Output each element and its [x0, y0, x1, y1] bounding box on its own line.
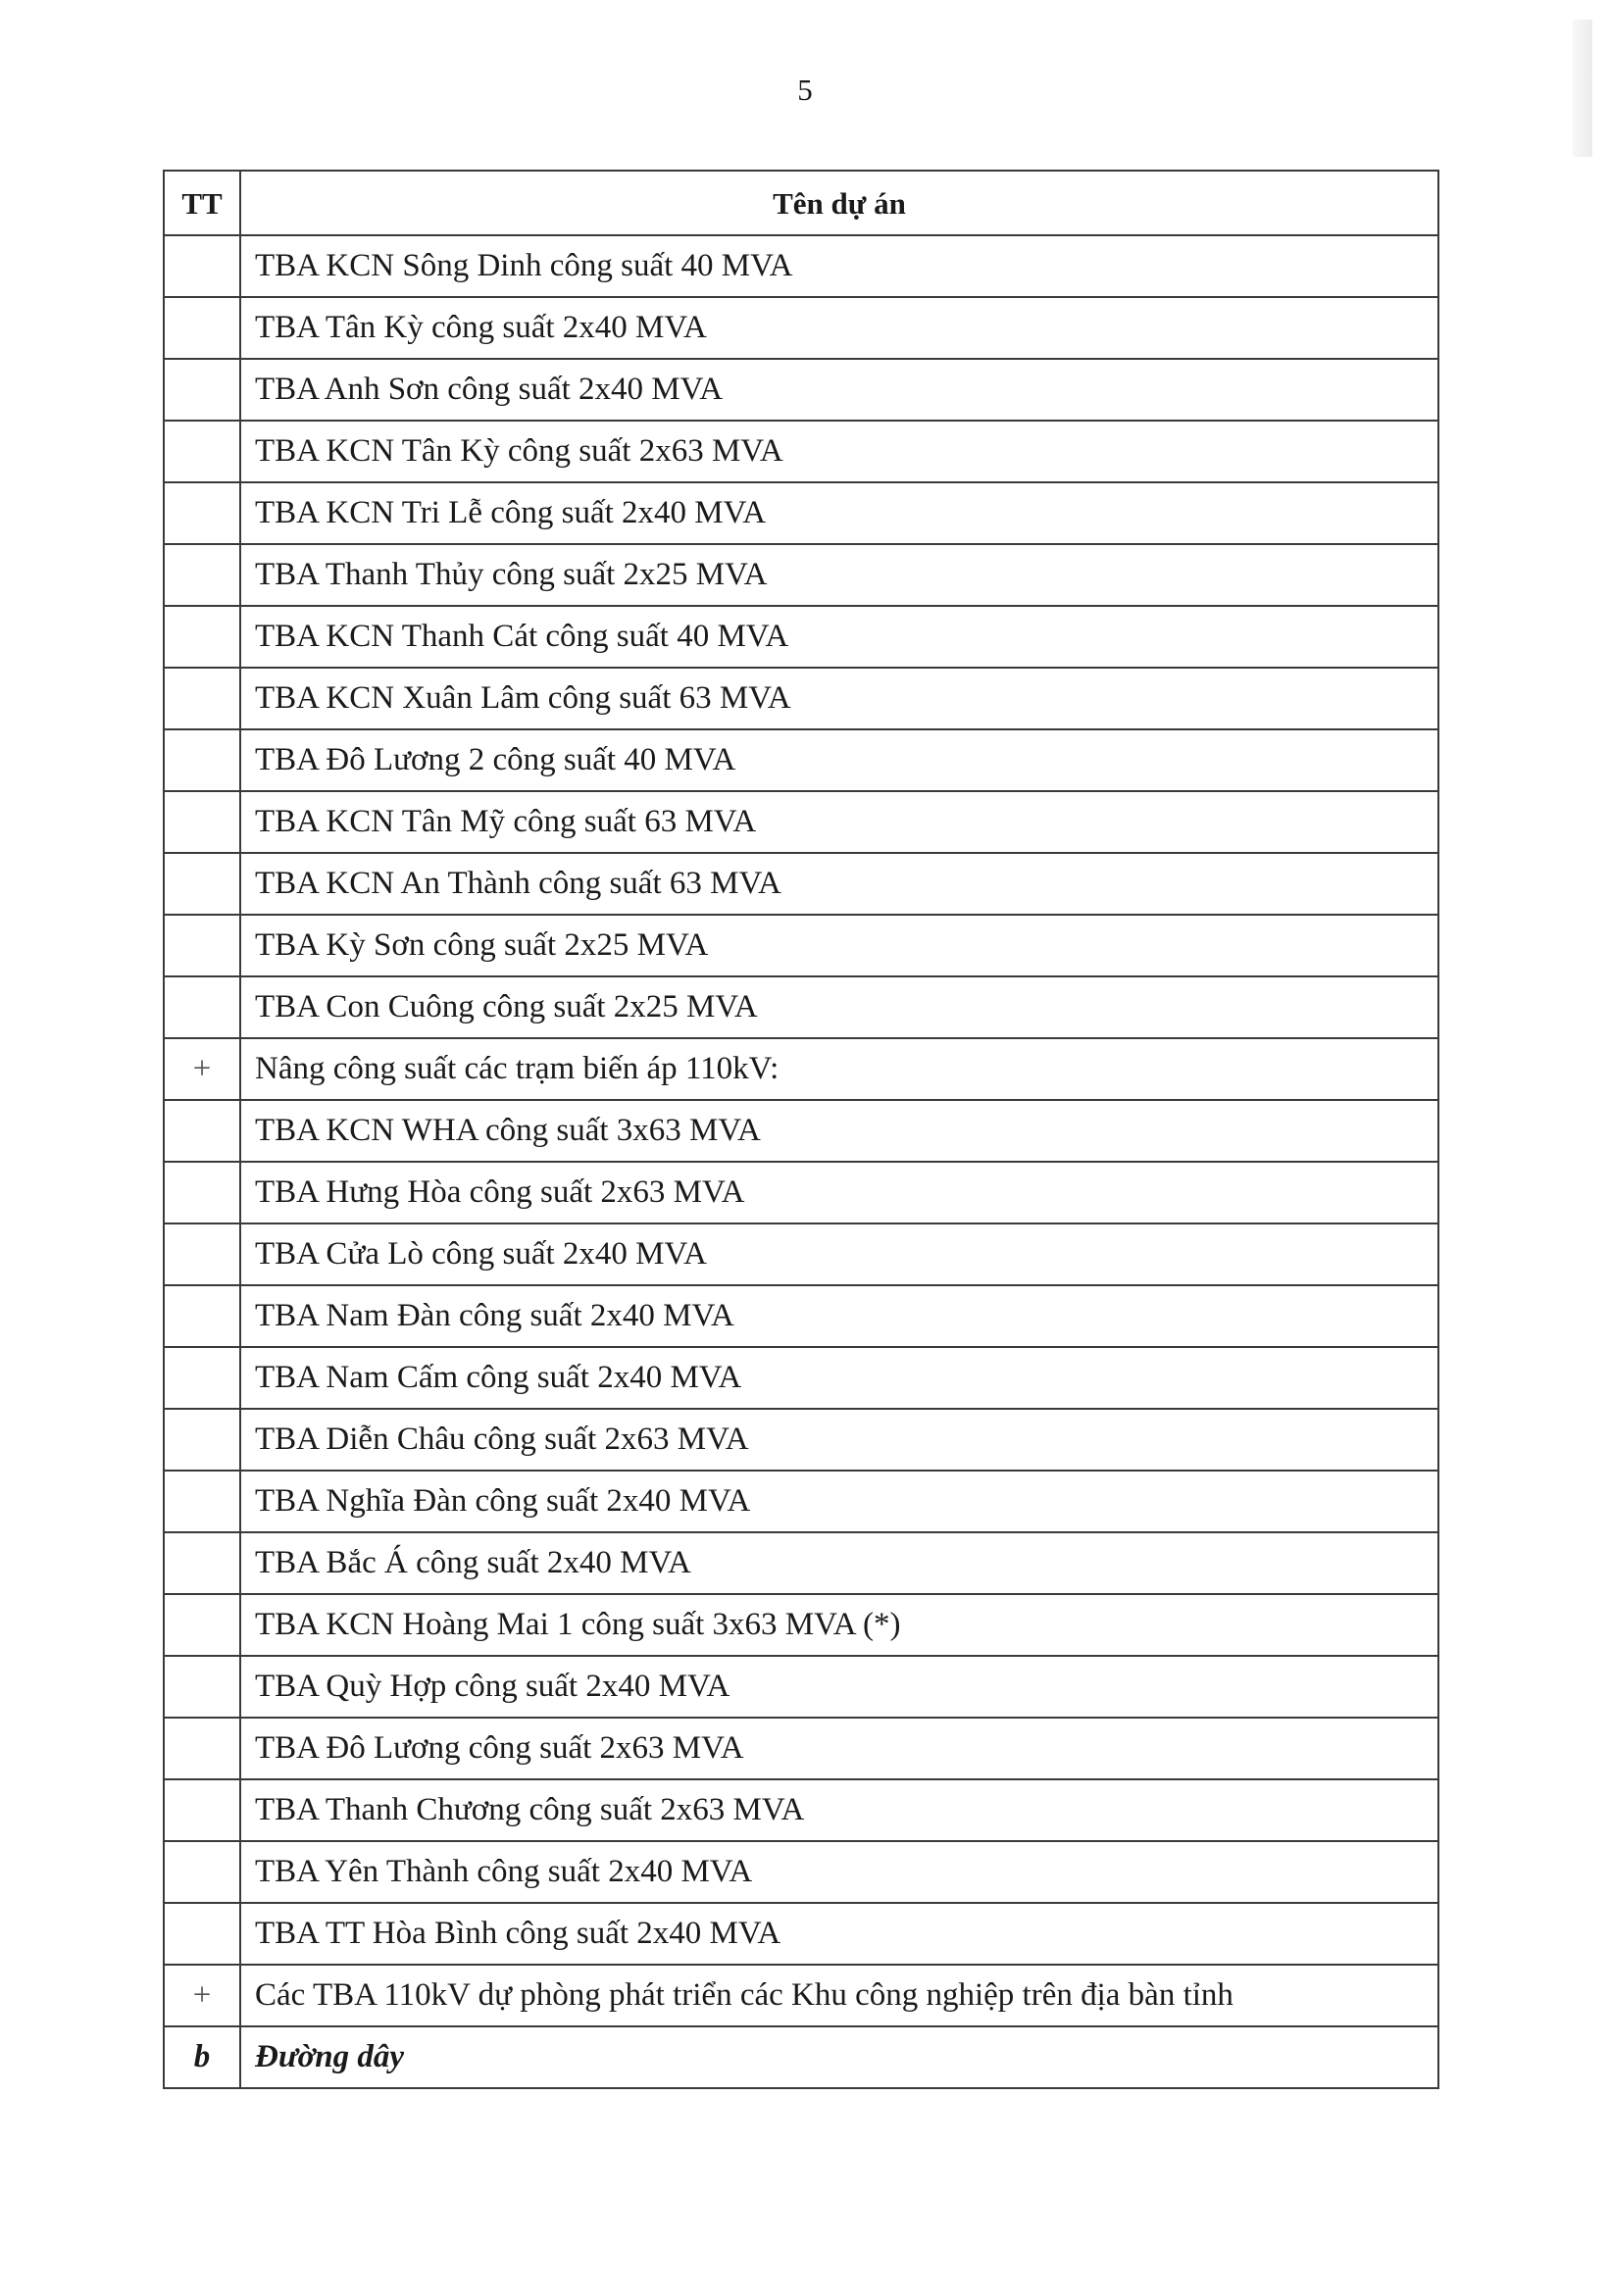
row-tt-cell — [164, 421, 240, 482]
row-project-name-cell: TBA Nam Đàn công suất 2x40 MVA — [240, 1285, 1438, 1347]
table-row — [164, 976, 1438, 1038]
table-body — [164, 235, 1438, 2088]
table-row — [164, 482, 1438, 544]
table-row — [164, 729, 1438, 791]
table-row — [164, 1038, 1438, 1100]
row-tt-cell — [164, 1100, 240, 1162]
row-project-name-cell: TBA KCN Tân Kỳ công suất 2x63 MVA — [240, 421, 1438, 482]
table-row — [164, 2026, 1438, 2088]
row-project-name-cell: TBA KCN Thanh Cát công suất 40 MVA — [240, 606, 1438, 668]
table-row — [164, 1965, 1438, 2026]
table-row — [164, 1718, 1438, 1779]
table-row — [164, 235, 1438, 297]
table-row — [164, 1779, 1438, 1841]
row-tt-cell — [164, 1162, 240, 1223]
row-tt-cell — [164, 1285, 240, 1347]
table-row — [164, 297, 1438, 359]
row-tt-cell — [164, 606, 240, 668]
row-tt-cell — [164, 1779, 240, 1841]
row-tt-cell — [164, 976, 240, 1038]
row-tt-cell — [164, 853, 240, 915]
row-project-name-cell: TBA Yên Thành công suất 2x40 MVA — [240, 1841, 1438, 1903]
row-tt-cell: + — [164, 1038, 240, 1100]
table-row — [164, 1409, 1438, 1471]
row-project-name-cell: Các TBA 110kV dự phòng phát triển các Khu công nghiệp trên địa bàn tỉnh — [240, 1965, 1438, 2026]
row-project-name-cell: TBA Diễn Châu công suất 2x63 MVA — [240, 1409, 1438, 1471]
row-tt-cell — [164, 1841, 240, 1903]
row-tt-cell — [164, 1594, 240, 1656]
row-project-name-cell: TBA TT Hòa Bình công suất 2x40 MVA — [240, 1903, 1438, 1965]
row-tt-cell — [164, 1409, 240, 1471]
row-project-name-cell: TBA KCN Hoàng Mai 1 công suất 3x63 MVA (*) — [240, 1594, 1438, 1656]
row-project-name-cell: TBA Đô Lương công suất 2x63 MVA — [240, 1718, 1438, 1779]
row-tt-cell — [164, 1718, 240, 1779]
row-project-name-cell: TBA KCN Tri Lễ công suất 2x40 MVA — [240, 482, 1438, 544]
row-tt-cell — [164, 482, 240, 544]
row-tt-cell — [164, 544, 240, 606]
row-project-name-cell: TBA Bắc Á công suất 2x40 MVA — [240, 1532, 1438, 1594]
row-tt-cell: + — [164, 1965, 240, 2026]
table-row — [164, 421, 1438, 482]
row-tt-cell — [164, 1903, 240, 1965]
row-tt-cell — [164, 668, 240, 729]
row-tt-cell — [164, 235, 240, 297]
row-project-name-cell: TBA KCN Sông Dinh công suất 40 MVA — [240, 235, 1438, 297]
row-project-name-cell: TBA Con Cuông công suất 2x25 MVA — [240, 976, 1438, 1038]
header-tt: TT — [164, 171, 240, 235]
row-tt-cell — [164, 297, 240, 359]
row-project-name-cell: TBA KCN Xuân Lâm công suất 63 MVA — [240, 668, 1438, 729]
table-row — [164, 1162, 1438, 1223]
row-project-name-cell: TBA KCN Tân Mỹ công suất 63 MVA — [240, 791, 1438, 853]
table-row — [164, 668, 1438, 729]
row-project-name-cell: Đường dây — [240, 2026, 1438, 2088]
row-tt-cell — [164, 1532, 240, 1594]
table-row — [164, 853, 1438, 915]
table-row — [164, 791, 1438, 853]
row-project-name-cell: TBA Kỳ Sơn công suất 2x25 MVA — [240, 915, 1438, 976]
row-tt-cell — [164, 1471, 240, 1532]
row-project-name-cell: TBA KCN WHA công suất 3x63 MVA — [240, 1100, 1438, 1162]
row-project-name-cell: TBA Quỳ Hợp công suất 2x40 MVA — [240, 1656, 1438, 1718]
row-project-name-cell: TBA Tân Kỳ công suất 2x40 MVA — [240, 297, 1438, 359]
table-row — [164, 606, 1438, 668]
header-project-name: Tên dự án — [240, 171, 1438, 235]
row-project-name-cell: TBA Thanh Thủy công suất 2x25 MVA — [240, 544, 1438, 606]
row-project-name-cell: Nâng công suất các trạm biến áp 110kV: — [240, 1038, 1438, 1100]
table-row — [164, 1223, 1438, 1285]
row-project-name-cell: TBA Anh Sơn công suất 2x40 MVA — [240, 359, 1438, 421]
row-project-name-cell: TBA Nam Cấm công suất 2x40 MVA — [240, 1347, 1438, 1409]
row-tt-cell — [164, 729, 240, 791]
row-tt-cell — [164, 915, 240, 976]
table-row — [164, 1471, 1438, 1532]
table-row — [164, 1532, 1438, 1594]
row-project-name-cell: TBA Cửa Lò công suất 2x40 MVA — [240, 1223, 1438, 1285]
row-tt-cell — [164, 1656, 240, 1718]
table-row — [164, 1100, 1438, 1162]
row-tt-cell — [164, 791, 240, 853]
table-row — [164, 1594, 1438, 1656]
table-row — [164, 1656, 1438, 1718]
table-row — [164, 544, 1438, 606]
row-project-name-cell: TBA Thanh Chương công suất 2x63 MVA — [240, 1779, 1438, 1841]
table-row — [164, 915, 1438, 976]
row-project-name-cell: TBA Đô Lương 2 công suất 40 MVA — [240, 729, 1438, 791]
page-number: 5 — [797, 73, 813, 107]
table-row — [164, 1903, 1438, 1965]
table-row — [164, 1285, 1438, 1347]
row-tt-cell: b — [164, 2026, 240, 2088]
table-row — [164, 359, 1438, 421]
project-table — [163, 170, 1439, 2089]
row-project-name-cell: TBA KCN An Thành công suất 63 MVA — [240, 853, 1438, 915]
table-header-row — [164, 171, 1438, 235]
table-row — [164, 1841, 1438, 1903]
row-tt-cell — [164, 1347, 240, 1409]
table-row — [164, 1347, 1438, 1409]
row-project-name-cell: TBA Nghĩa Đàn công suất 2x40 MVA — [240, 1471, 1438, 1532]
row-tt-cell — [164, 359, 240, 421]
row-project-name-cell: TBA Hưng Hòa công suất 2x63 MVA — [240, 1162, 1438, 1223]
row-tt-cell — [164, 1223, 240, 1285]
